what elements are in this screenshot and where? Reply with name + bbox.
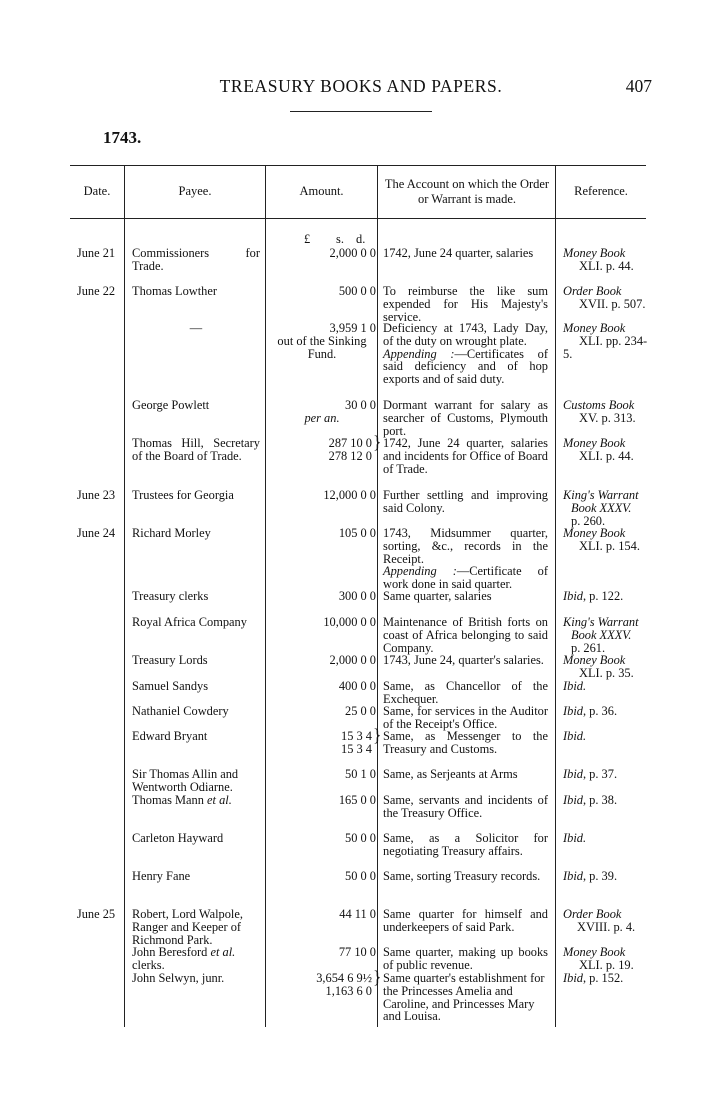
entry-reference: Ibid, p. 38. xyxy=(563,793,618,807)
entry-amount: 500 0 0 xyxy=(338,284,376,298)
entry-payee: Trustees for Georgia xyxy=(132,488,234,502)
col-header-amount: Amount. xyxy=(299,184,344,198)
entry-date: June 25 xyxy=(76,907,116,921)
entry-payee: — xyxy=(189,321,203,335)
entry-date: June 22 xyxy=(76,284,116,298)
entry-reference: Order Book XVII. p. 507. xyxy=(563,284,646,311)
amount-brace: } xyxy=(373,432,382,452)
year-heading: 1743. xyxy=(103,128,142,147)
entry-amount: 165 0 0 xyxy=(338,793,376,807)
entry-reference: Ibid. xyxy=(563,679,587,693)
entry-date: June 23 xyxy=(76,488,116,502)
entry-reference: Ibid, p. 152. xyxy=(563,971,624,985)
column-divider xyxy=(377,165,378,1027)
currency-shillings: s. xyxy=(336,232,344,246)
entry-account: Same quarter, salaries xyxy=(383,589,492,603)
entry-amount: 12,000 0 0 xyxy=(323,488,376,502)
entry-amount: 15 3 4 15 3 4 xyxy=(341,729,372,756)
entry-reference: Money Book XLI. p. 154. xyxy=(563,526,640,553)
entry-reference: Customs Book XV. p. 313. xyxy=(563,398,636,425)
entry-account: Same, servants and incidents of the Treasury Office. xyxy=(383,793,548,820)
entry-amount: 25 0 0 xyxy=(345,704,376,718)
header-bottom-rule xyxy=(70,218,646,219)
entry-reference: King's Warrant Book XXXV. p. 260. xyxy=(563,488,639,528)
entry-amount: 50 0 0 xyxy=(345,869,376,883)
entry-payee: John Selwyn, junr. xyxy=(132,971,225,985)
entry-account: 1742, June 24 quarter, salaries xyxy=(383,246,534,260)
col-header-reference: Reference. xyxy=(574,184,628,198)
col-header-payee: Payee. xyxy=(178,184,212,198)
entry-payee: Thomas Hill, Secretary of the Board of Trade. xyxy=(132,436,260,463)
entry-reference: Money Book XLI. p. 44. xyxy=(563,436,634,463)
amount-note: per an. xyxy=(304,410,340,425)
entry-payee: Sir Thomas Allin and Wentworth Odiarne. xyxy=(132,767,239,794)
title-rule xyxy=(290,111,432,112)
col-header-date: Date. xyxy=(83,184,111,198)
entry-amount: 44 11 0 xyxy=(339,907,376,921)
currency-pence: d. xyxy=(356,232,366,246)
entry-amount: 2,000 0 0 xyxy=(329,653,376,667)
entry-payee: Robert, Lord Walpole, Ranger and Keeper of Richmond Park. xyxy=(132,907,243,947)
entry-payee: Treasury clerks xyxy=(132,589,209,603)
entry-reference: Order Book XVIII. p. 4. xyxy=(563,907,636,934)
entry-account: Same, as Chancellor of the Exchequer. xyxy=(383,679,548,706)
entry-account: Same, as Messenger to the Treasury and Customs. xyxy=(383,729,548,756)
amount-note: out of the Sinking Fund. xyxy=(277,333,367,361)
entry-payee: Henry Fane xyxy=(132,869,191,883)
column-divider xyxy=(124,165,125,1027)
entry-amount: 400 0 0 xyxy=(338,679,376,693)
entry-reference: Money Book XLI. p. 19. xyxy=(563,945,634,972)
entry-amount: 10,000 0 0 xyxy=(323,615,376,629)
entry-account: 1743, Midsummer quarter, sorting, &c., records in the Receipt. Appending :—Certificate of work done in said quarter. xyxy=(383,526,548,592)
entry-account: Dormant warrant for salary as searcher of Customs, Plymouth port. xyxy=(383,398,548,438)
entry-payee: Royal Africa Company xyxy=(132,615,247,629)
entry-payee: Nathaniel Cowdery xyxy=(132,704,229,718)
entry-reference: Money Book XLI. pp. 234-5. xyxy=(563,321,648,361)
entry-reference: Ibid. xyxy=(563,729,587,743)
entry-amount: 300 0 0 xyxy=(338,589,376,603)
column-divider xyxy=(555,165,556,1027)
entry-account: Same quarter, making up books of public revenue. xyxy=(383,945,548,972)
entry-reference: Ibid, p. 122. xyxy=(563,589,624,603)
entry-date: June 24 xyxy=(76,526,116,540)
entry-reference: Ibid, p. 37. xyxy=(563,767,618,781)
entry-amount: 3,654 6 9½ 1,163 6 0 xyxy=(316,971,372,998)
page-number: 407 xyxy=(625,76,652,96)
entry-reference: Ibid, p. 36. xyxy=(563,704,618,718)
entry-reference: King's Warrant Book XXXV. p. 261. xyxy=(563,615,639,655)
col-header-account: The Account on which the Order or Warrant is made. xyxy=(384,177,550,206)
entry-account: Same, as Serjeants at Arms xyxy=(383,767,518,781)
entry-amount: 30 0 0 per an. xyxy=(268,399,376,425)
entry-reference: Ibid, p. 39. xyxy=(563,869,618,883)
entry-account: Further settling and improving said Colony. xyxy=(383,488,548,515)
entry-date: June 21 xyxy=(76,246,116,260)
running-title: TREASURY BOOKS AND PAPERS. xyxy=(219,76,503,96)
table-top-rule xyxy=(70,165,646,166)
entry-payee: Commissioners for Trade. xyxy=(132,246,260,273)
entry-amount: 50 1 0 xyxy=(345,767,376,781)
entry-amount: 105 0 0 xyxy=(338,526,376,540)
entry-payee: Richard Morley xyxy=(132,526,211,540)
column-divider xyxy=(265,165,266,1027)
entry-amount: 287 10 0 278 12 0 xyxy=(328,436,372,463)
entry-reference: Money Book XLI. p. 44. xyxy=(563,246,634,273)
entry-amount: 77 10 0 xyxy=(338,945,376,959)
entry-payee: John Beresford et al. clerks. xyxy=(132,945,236,972)
entry-account: 1743, June 24, quarter's salaries. xyxy=(383,653,544,667)
entry-account: To reimburse the like sum expended for His Majesty's service. xyxy=(383,284,548,324)
entry-account: Maintenance of British forts on coast of Africa belonging to said Company. xyxy=(383,615,548,655)
entry-payee: Treasury Lords xyxy=(132,653,208,667)
entry-payee: Edward Bryant xyxy=(132,729,208,743)
entry-payee: Thomas Mann et al. xyxy=(132,793,232,807)
entry-amount: 3,959 1 0 out of the Sinking Fund. xyxy=(268,322,376,360)
entry-reference: Money Book XLI. p. 35. xyxy=(563,653,634,680)
entry-reference: Ibid. xyxy=(563,831,587,845)
entry-amount: 2,000 0 0 xyxy=(329,246,376,260)
amount-brace: } xyxy=(373,967,382,987)
entry-payee: Samuel Sandys xyxy=(132,679,209,693)
entry-payee: Carleton Hayward xyxy=(132,831,224,845)
entry-amount: 50 0 0 xyxy=(345,831,376,845)
entry-account: 1742, June 24 quarter, salaries and incidents for Office of Board of Trade. xyxy=(383,436,548,476)
entry-account: Same, for services in the Auditor of the Receipt's Office. xyxy=(383,704,548,731)
currency-pounds: £ xyxy=(304,232,311,246)
entry-account: Deficiency at 1743, Lady Day, of the duty on wrought plate. Appending :—Certificates of said deficiency and of hop exports and of said duty. xyxy=(383,321,548,387)
entry-account: Same quarter's establishment for the Princesses Amelia and Caroline, and Princesses Mary and Louisa. xyxy=(383,971,545,1024)
entry-payee: George Powlett xyxy=(132,398,210,412)
entry-account: Same quarter for himself and underkeepers of said Park. xyxy=(383,907,548,934)
amount-brace: } xyxy=(373,725,382,745)
entry-account: Same, as a Solicitor for negotiating Treasury affairs. xyxy=(383,831,548,858)
entry-account: Same, sorting Treasury records. xyxy=(383,869,541,883)
entry-payee: Thomas Lowther xyxy=(132,284,217,298)
